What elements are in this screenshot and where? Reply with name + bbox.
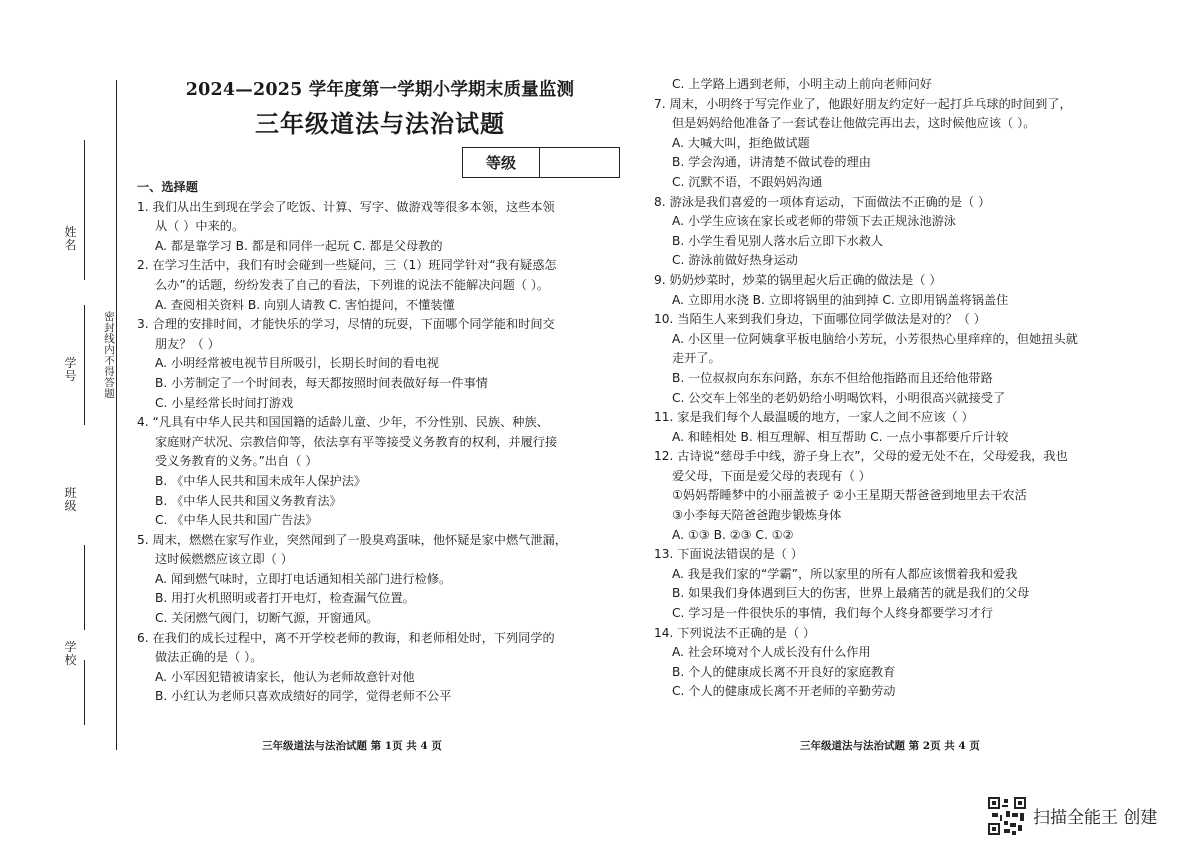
answer-option: B. 学会沟通，讲清楚不做试卷的理由: [672, 155, 871, 170]
student-id-label: 学号: [64, 356, 77, 383]
question-text: 10. 当陌生人来到我们身边，下面哪位同学做法是对的？（ ）: [654, 312, 986, 327]
question-text: 1. 我们从出生到现在学会了吃饭、计算、写字、做游戏等很多本领，这些本领: [137, 199, 555, 214]
question-text: 12. 古诗说“慈母手中线，游子身上衣”，父母的爱无处不在，父母爱我，我也: [654, 449, 1068, 464]
question-text: 6. 在我们的成长过程中，离不开学校老师的教诲，和老师相处时，下列同学的: [137, 630, 555, 645]
answer-option: A. 小学生应该在家长或老师的带领下去正规泳池游泳: [672, 214, 956, 229]
answer-option: A. 闻到燃气味时，立即打电话通知相关部门进行检修。: [155, 571, 452, 586]
question-text: 9. 奶奶炒菜时，炒菜的锅里起火后正确的做法是（ ）: [654, 272, 942, 287]
question-continuation: ①妈妈帮睡梦中的小丽盖被子 ②小王星期天帮爸爸到地里去干农活: [672, 488, 1027, 503]
binding-line-3: [84, 545, 85, 630]
question-text: 7. 周末，小明终于写完作业了，他跟好朋友约定好一起打乒乓球的时间到了，: [654, 96, 1072, 111]
seal-notice: 密 封 线 内 不 得 答 题: [104, 311, 115, 400]
section-heading: 一、选择题: [137, 180, 198, 194]
question-continuation: 家庭财产状况、宗教信仰等，依法享有平等接受义务教育的权利，并履行接: [155, 434, 558, 449]
binding-line-2: [84, 305, 85, 425]
question-continuation: ③小李每天陪爸爸跑步锻炼身体: [672, 508, 842, 523]
answer-option: B. 一位叔叔向东东问路，东东不但给他指路而且还给他带路: [672, 370, 993, 385]
question-continuation: 走开了。: [672, 351, 721, 366]
answer-option: A. ①③ B. ②③ C. ①②: [672, 527, 794, 542]
watermark-text: 扫描全能王 创建: [1033, 808, 1158, 828]
answer-option: B. 《中华人民共和国义务教育法》: [155, 493, 342, 508]
answer-option: A. 立即用水浇 B. 立即将锅里的油到掉 C. 立即用锅盖将锅盖住: [672, 292, 1009, 307]
answer-option: B. 小红认为老师只喜欢成绩好的同学，觉得老师不公平: [155, 689, 452, 704]
question-continuation: 从（ ）中来的。: [155, 219, 245, 234]
grade-box: [462, 147, 620, 178]
answer-option: A. 大喊大叫，拒绝做试题: [672, 135, 810, 150]
binding-line-1: [84, 140, 85, 280]
grade-label: 等级: [463, 148, 540, 177]
question-continuation: 受义务教育的义务。”出自（ ）: [155, 454, 318, 469]
answer-option: A. 小军因犯错被请家长，他认为老师故意针对他: [155, 669, 415, 684]
answer-option: C. 公交车上邻坐的老奶奶给小明喝饮料，小明很高兴就接受了: [672, 390, 1006, 405]
answer-option: B. 如果我们身体遇到巨大的伤害，世界上最痛苦的就是我们的父母: [672, 586, 1030, 601]
question-continuation: 朋友？（ ）: [155, 336, 220, 351]
exam-subject-title: 三年级道法与法治试题: [255, 109, 505, 138]
answer-option: C. 个人的健康成长离不开老师的辛勤劳动: [672, 684, 896, 699]
answer-option: A. 社会环境对个人成长没有什么作用: [672, 645, 871, 660]
answer-option: C. 沉默不语，不跟妈妈沟通: [672, 174, 823, 189]
question-continuation: 么办”的话题，纷纷发表了自己的看法，下列谁的说法不能解决问题（ ）。: [155, 277, 550, 292]
seal-line: [116, 80, 117, 750]
answer-option: C. 关闭燃气阀门，切断气源，开窗通风。: [155, 611, 379, 626]
class-label: 班级: [64, 486, 77, 513]
answer-option: C. 学习是一件很快乐的事情，我们每个人终身都要学习才行: [672, 606, 993, 621]
answer-option: B. 小芳制定了一个时间表，每天都按照时间表做好每一件事情: [155, 375, 488, 390]
binding-line-4: [84, 660, 85, 725]
answer-option: C. 游泳前做好热身运动: [672, 253, 798, 268]
question-text: 14. 下列说法不正确的是（ ）: [654, 625, 816, 640]
name-label: 姓名: [64, 225, 77, 252]
question-text: 13. 下面说法错误的是（ ）: [654, 547, 804, 562]
answer-option: A. 和睦相处 B. 相互理解、相互帮助 C. 一点小事都要斤斤计较: [672, 429, 1009, 444]
grade-field[interactable]: [540, 148, 619, 177]
answer-option: B. 小学生看见别人落水后立即下水救人: [672, 233, 884, 248]
page-footer-2: 三年级道法与法治试题 第 2页 共 4 页: [800, 740, 980, 752]
answer-option: A. 小区里一位阿姨拿平板电脑给小芳玩，小芳很热心里痒痒的，但她扭头就: [672, 331, 1078, 346]
answer-option: A. 查阅相关资料 B. 向别人请教 C. 害怕提问，不懂装懂: [155, 297, 455, 312]
answer-option: B. 《中华人民共和国未成年人保护法》: [155, 473, 367, 488]
answer-option: C. 小星经常长时间打游戏: [155, 395, 294, 410]
answer-option: B. 用打火机照明或者打开电灯，检查漏气位置。: [155, 591, 415, 606]
question-continuation: 做法正确的是（ ）。: [155, 650, 263, 665]
question-continuation: 这时候燃燃应该立即（ ）: [155, 552, 293, 567]
answer-option: A. 小明经常被电视节目所吸引，长期长时间的看电视: [155, 356, 439, 371]
question-continuation: 但是妈妈给他准备了一套试卷让他做完再出去，这时候他应该（ ）。: [672, 116, 1036, 131]
answer-option: C. 上学路上遇到老师，小明主动上前向老师问好: [672, 77, 933, 91]
left-column: [137, 178, 567, 707]
answer-option: C. 《中华人民共和国广告法》: [155, 513, 318, 528]
question-text: 5. 周末，燃燃在家写作业，突然闻到了一股臭鸡蛋味，他怀疑是家中燃气泄漏，: [137, 532, 567, 547]
question-text: 2. 在学习生活中，我们有时会碰到一些疑问，三（1）班同学针对“我有疑惑怎: [137, 258, 557, 273]
answer-option: A. 都是靠学习 B. 都是和同伴一起玩 C. 都是父母教的: [155, 238, 443, 253]
question-continuation: 爱父母，下面是爱父母的表现有（ ）: [672, 468, 871, 483]
qr-code-icon: [988, 797, 1026, 835]
page-footer-1: 三年级道法与法治试题 第 1页 共 4 页: [262, 740, 442, 752]
right-column: [654, 75, 1078, 702]
answer-option: B. 个人的健康成长离不开良好的家庭教育: [672, 664, 896, 679]
question-text: 8. 游泳是我们喜爱的一项体育运动，下面做法不正确的是（ ）: [654, 194, 991, 209]
exam-period-title: 2024—2025 学年度第一学期小学期末质量监测: [185, 80, 575, 100]
question-text: 3. 合理的安排时间，才能快乐的学习，尽情的玩耍，下面哪个同学能和时间交: [137, 317, 555, 332]
school-label: 学校: [64, 640, 77, 667]
question-text: 4. “凡具有中华人民共和国国籍的适龄儿童、少年，不分性别、民族、种族、: [137, 415, 549, 430]
answer-option: A. 我是我们家的“学霸”，所以家里的所有人都应该惯着我和爱我: [672, 566, 1018, 581]
question-text: 11. 家是我们每个人最温暖的地方，一家人之间不应该（ ）: [654, 410, 974, 425]
